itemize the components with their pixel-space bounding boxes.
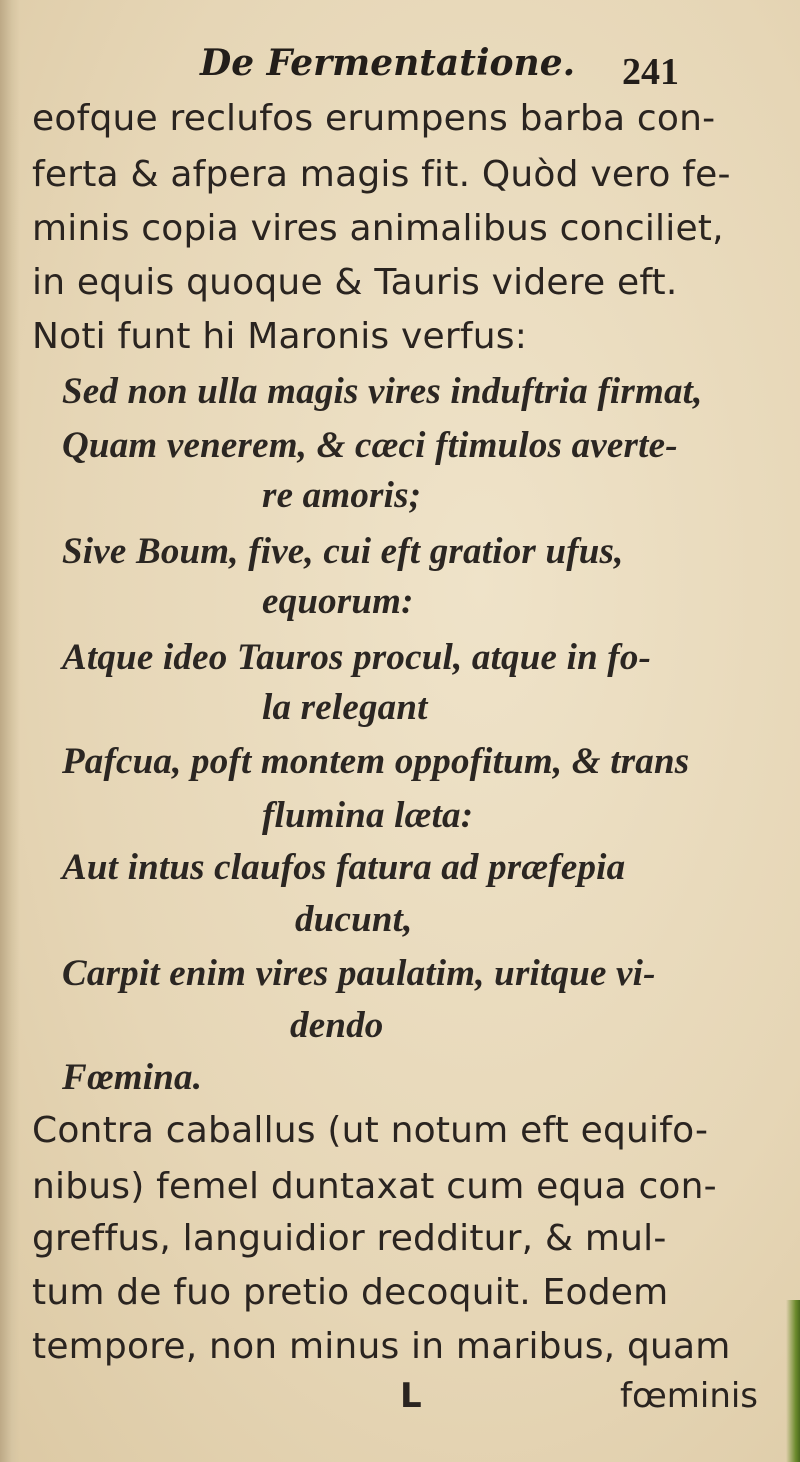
page-gutter-shadow xyxy=(0,0,20,1462)
verse-line: equorum: xyxy=(262,581,414,622)
text-line: in equis quoque & Tauris videre eft. xyxy=(32,262,678,303)
text-line: greffus, languidior redditur, & mul- xyxy=(32,1218,667,1259)
verse-line: Sed non ulla magis vires induftria firmat, xyxy=(62,371,703,412)
text-line: Contra caballus (ut notum eft equifo- xyxy=(32,1110,709,1151)
page-edge-stain xyxy=(786,1300,800,1462)
running-title: De Fermentatione. xyxy=(200,42,576,84)
verse-line: Sive Boum, five, cui eft gratior ufus, xyxy=(62,531,624,572)
verse-line: la relegant xyxy=(262,687,428,728)
text-line: minis copia vires animalibus conciliet, xyxy=(32,208,724,249)
verse-line: Aut intus claufos fatura ad præfepia xyxy=(62,847,626,888)
signature-mark: L xyxy=(400,1376,422,1416)
verse-line: flumina læta: xyxy=(262,795,474,836)
page-header xyxy=(0,42,800,92)
verse-line: Carpit enim vires paulatim, uritque vi- xyxy=(62,953,656,994)
verse-line: Quam venerem, & cæci ftimulos averte- xyxy=(62,425,678,466)
verse-line: Atque ideo Tauros procul, atque in fo- xyxy=(62,637,652,678)
text-line: tum de fuo pretio decoquit. Eodem xyxy=(32,1272,669,1313)
verse-line: dendo xyxy=(290,1005,384,1046)
verse-line: Pafcua, poft montem oppofitum, & trans xyxy=(62,741,690,782)
verse-line: ducunt, xyxy=(295,899,413,940)
text-line: ferta & afpera magis fit. Quòd vero fe- xyxy=(32,154,731,195)
page-number: 241 xyxy=(622,51,679,93)
catchword: fœminis xyxy=(620,1376,759,1416)
verse-line: Fœmina. xyxy=(62,1057,203,1098)
verse-line: re amoris; xyxy=(262,475,422,516)
text-line: nibus) femel duntaxat cum equa con- xyxy=(32,1166,717,1207)
text-line: tempore, non minus in maribus, quam xyxy=(32,1326,731,1367)
text-line: Noti funt hi Maronis verfus: xyxy=(32,316,528,357)
text-line: eofque reclufos erumpens barba con- xyxy=(32,98,716,139)
